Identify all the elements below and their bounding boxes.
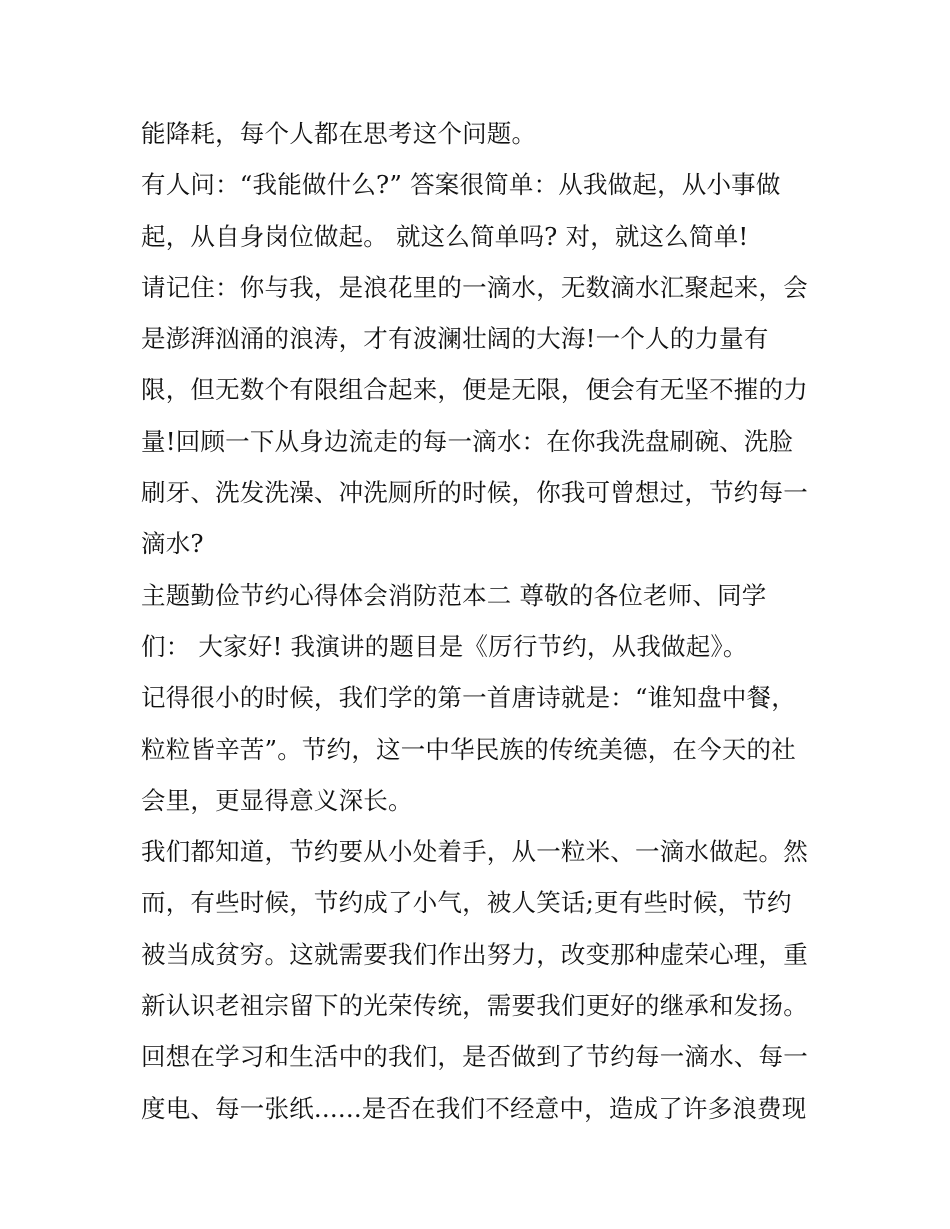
- text-line: 量!回顾一下从身边流走的每一滴水：在你我洗盘刷碗、洗脸: [141, 426, 794, 456]
- section-title-line: 主题勤俭节约心得体会消防范本二 尊敬的各位老师、同学: [141, 580, 767, 610]
- text-line: 而，有些时候，节约成了小气，被人笑话;更有些时候，节约: [141, 888, 792, 918]
- text-line: 限，但无数个有限组合起来，便是无限，便会有无坚不摧的力: [141, 375, 808, 405]
- text-line: 能降耗，每个人都在思考这个问题。: [141, 119, 537, 148]
- text-line: 滴水?: [141, 529, 204, 559]
- text-line: 们： 大家好! 我演讲的题目是《厉行节约，从我做起》。: [141, 631, 748, 661]
- text-line: 会里，更显得意义深长。: [141, 785, 413, 815]
- text-line: 粒粒皆辛苦”。节约，这一中华民族的传统美德，在今天的社: [141, 734, 796, 764]
- text-line: 刷牙、洗发洗澡、冲洗厕所的时候，你我可曾想过，节约每一: [141, 478, 808, 508]
- text-line: 记得很小的时候，我们学的第一首唐诗就是：“谁知盘中餐，: [141, 683, 796, 713]
- text-line: 有人问：“我能做什么?” 答案很简单：从我做起，从小事做: [141, 170, 781, 200]
- document-body: [141, 108, 821, 1134]
- text-line: 我们都知道，节约要从小处着手，从一粒米、一滴水做起。然: [141, 837, 808, 867]
- text-line: 是澎湃汹涌的浪涛，才有波澜壮阔的大海!一个人的力量有: [141, 324, 769, 354]
- text-line: 度电、每一张纸......是否在我们不经意中，造成了许多浪费现: [141, 1093, 807, 1123]
- text-line: 新认识老祖宗留下的光荣传统，需要我们更好的继承和发扬。: [141, 991, 808, 1021]
- text-line: 起，从自身岗位做起。 就这么简单吗? 对，就这么简单!: [141, 221, 749, 251]
- text-line: 请记住：你与我，是浪花里的一滴水，无数滴水汇聚起来，会: [141, 272, 808, 302]
- text-line: 被当成贫穷。这就需要我们作出努力，改变那种虚荣心理，重: [141, 939, 808, 969]
- text-line: 回想在学习和生活中的我们，是否做到了节约每一滴水、每一: [141, 1042, 808, 1072]
